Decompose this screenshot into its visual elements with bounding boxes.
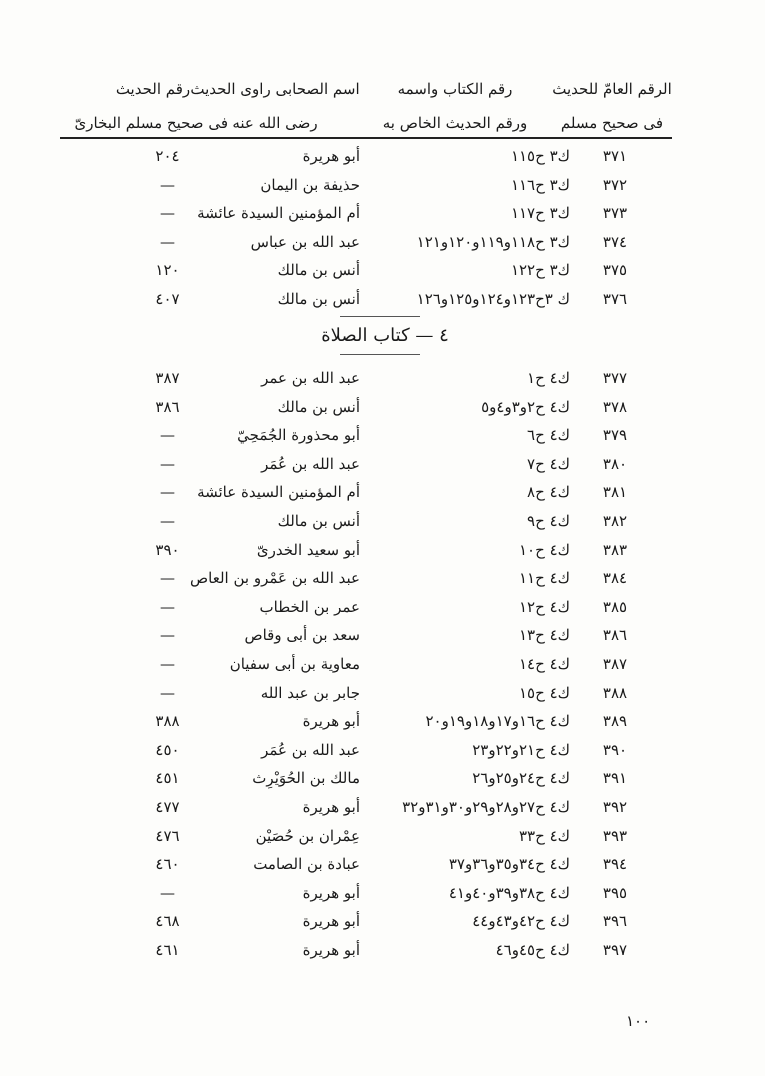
table-row bbox=[0, 256, 765, 284]
bukhari-number: ١٢٠ bbox=[155, 261, 180, 280]
bukhari-number: — bbox=[160, 626, 175, 645]
bukhari-number: — bbox=[160, 204, 175, 223]
book-reference: ك٤ ح٤٢و٤٣و٤٤ bbox=[472, 912, 570, 931]
hadith-number: ٣٨٧ bbox=[602, 655, 628, 673]
bukhari-number: ٤٥١ bbox=[155, 769, 180, 788]
hadith-number: ٣٧١ bbox=[602, 147, 628, 165]
hadith-number: ٣٧٩ bbox=[602, 426, 628, 445]
bukhari-number: — bbox=[160, 512, 175, 530]
table-row bbox=[0, 822, 765, 850]
narrator-name: عبد الله بن عَمْرو بن العاص bbox=[190, 569, 360, 588]
hadith-number: ٣٨٣ bbox=[602, 540, 628, 559]
bukhari-number: — bbox=[160, 883, 175, 902]
bukhari-number: ٣٨٦ bbox=[155, 397, 180, 416]
narrator-name: معاوية بن أبى سفيان bbox=[229, 655, 360, 673]
narrator-name: أبو هريرة bbox=[302, 712, 360, 731]
hadith-number: ٣٩٧ bbox=[602, 941, 628, 959]
bukhari-number: ٣٨٨ bbox=[155, 712, 180, 731]
bukhari-number: — bbox=[160, 683, 175, 702]
table-row bbox=[0, 593, 765, 621]
hadith-number: ٣٩٠ bbox=[602, 740, 628, 759]
book-reference: ك٤ ح٤٥و٤٦ bbox=[495, 941, 570, 959]
book-reference: ك٤ ح٧ bbox=[527, 454, 570, 473]
book-reference: ك٤ ح١١ bbox=[518, 569, 570, 588]
book-reference: ك٤ ح٣٣ bbox=[518, 826, 570, 845]
table-row bbox=[0, 621, 765, 649]
table-row bbox=[0, 736, 765, 764]
table-row bbox=[0, 907, 765, 935]
bukhari-number: ٢٠٤ bbox=[155, 147, 180, 165]
header-text: فى صحيح مسلم bbox=[560, 114, 664, 132]
section-title: ٤ — كتاب الصلاة bbox=[321, 325, 449, 346]
header-col-book bbox=[360, 72, 550, 140]
narrator-name: عبد الله بن عُمَر bbox=[261, 740, 360, 759]
header-col-bukhari bbox=[74, 72, 228, 140]
bukhari-number: ٤٦٨ bbox=[155, 912, 180, 931]
bukhari-number: — bbox=[160, 655, 175, 673]
narrator-name: أبو هريرة bbox=[302, 883, 360, 902]
narrator-name: أنس بن مالك bbox=[277, 512, 360, 530]
bukhari-number: ٤٧٦ bbox=[155, 826, 180, 845]
book-reference: ك٤ ح١٤ bbox=[518, 655, 570, 673]
bukhari-number: — bbox=[160, 175, 175, 194]
narrator-name: أبو محذورة الجُمَحِيّ bbox=[237, 426, 360, 445]
book-reference: ك٤ ح٣٤و٣٥و٣٦و٣٧ bbox=[448, 855, 570, 874]
narrator-name: عبد الله بن عُمَر bbox=[261, 454, 360, 473]
table-row bbox=[0, 421, 765, 449]
bukhari-number: ٣٨٧ bbox=[155, 369, 180, 387]
hadith-number: ٣٩٦ bbox=[602, 912, 628, 931]
bukhari-number: — bbox=[160, 232, 175, 251]
header-text: رضى الله عنه bbox=[232, 114, 318, 132]
table-row bbox=[0, 564, 765, 592]
header-divider bbox=[60, 137, 672, 139]
header-text: الرقم العامّ للحديث bbox=[552, 80, 672, 98]
table-row bbox=[0, 536, 765, 564]
table-row bbox=[0, 764, 765, 792]
narrator-name: أبو هريرة bbox=[302, 912, 360, 931]
bukhari-number: ٤٠٧ bbox=[155, 290, 180, 308]
header-text: اسم الصحابى راوى الحديث bbox=[190, 80, 360, 98]
hadith-number: ٣٩٥ bbox=[602, 883, 628, 902]
hadith-number: ٣٨٦ bbox=[602, 626, 628, 645]
narrator-name: جابر بن عبد الله bbox=[260, 683, 360, 702]
table-row bbox=[0, 793, 765, 821]
book-reference: ك٤ ح١٢ bbox=[518, 597, 570, 616]
hadith-number: ٣٩٤ bbox=[602, 855, 628, 874]
table-row bbox=[0, 199, 765, 227]
table-row bbox=[0, 142, 765, 170]
book-reference: ك٤ ح٢٤و٢٥و٢٦ bbox=[472, 769, 570, 788]
book-reference: ك٤ ح٨ bbox=[527, 483, 570, 502]
hadith-number: ٣٨١ bbox=[602, 483, 628, 502]
table-row bbox=[0, 364, 765, 392]
book-reference: ك٣ ح١١٨و١١٩و١٢٠و١٢١ bbox=[416, 232, 570, 251]
book-reference: ك٤ ح١٥ bbox=[518, 683, 570, 702]
narrator-name: عبادة بن الصامت bbox=[253, 855, 360, 874]
narrator-name: أنس بن مالك bbox=[277, 397, 360, 416]
hadith-number: ٣٨٠ bbox=[602, 454, 628, 473]
table-row bbox=[0, 450, 765, 478]
page-number: ١٠٠ bbox=[626, 1012, 651, 1030]
narrator-name: أم المؤمنين السيدة عائشة bbox=[197, 483, 360, 502]
book-reference: ك٤ ح٩ bbox=[527, 512, 570, 530]
book-reference: ك٤ ح١٠ bbox=[518, 540, 570, 559]
table-row bbox=[0, 228, 765, 256]
narrator-name: أبو هريرة bbox=[302, 941, 360, 959]
bukhari-number: — bbox=[160, 454, 175, 473]
hadith-number: ٣٩٢ bbox=[602, 798, 628, 816]
narrator-name: أبو سعيد الخدرىّ bbox=[256, 540, 360, 559]
bukhari-number: — bbox=[160, 426, 175, 445]
table-row bbox=[0, 393, 765, 421]
hadith-number: ٣٧٦ bbox=[602, 290, 628, 308]
hadith-number: ٣٧٨ bbox=[602, 397, 628, 416]
narrator-name: أم المؤمنين السيدة عائشة bbox=[197, 204, 360, 223]
hadith-number: ٣٧٣ bbox=[602, 204, 628, 223]
bukhari-number: ٤٧٧ bbox=[155, 798, 180, 816]
book-reference: ك٣ ح١١٥ bbox=[510, 147, 570, 165]
table-row bbox=[0, 650, 765, 678]
table-row bbox=[0, 879, 765, 907]
bukhari-number: — bbox=[160, 483, 175, 502]
narrator-name: حذيفة بن اليمان bbox=[260, 175, 360, 194]
header-text: ورقم الحديث الخاص به bbox=[382, 114, 528, 132]
book-reference: ك٤ ح١٦و١٧و١٨و١٩و٢٠ bbox=[425, 712, 570, 731]
narrator-name: عمر بن الخطاب bbox=[259, 597, 360, 616]
hadith-number: ٣٨٤ bbox=[602, 569, 628, 588]
book-reference: ك ٣ح١٢٣و١٢٤و١٢٥و١٢٦ bbox=[416, 290, 570, 308]
bukhari-number: ٤٦١ bbox=[155, 941, 180, 959]
narrator-name: عبد الله بن عمر bbox=[261, 369, 360, 387]
book-reference: ك٤ ح٢٧و٢٨و٢٩و٣٠و٣١و٣٢ bbox=[402, 798, 570, 816]
book-reference: ك٤ ح١ bbox=[527, 369, 570, 387]
bukhari-number: ٤٥٠ bbox=[155, 740, 180, 759]
bukhari-number: ٤٦٠ bbox=[155, 855, 180, 874]
hadith-number: ٣٧٢ bbox=[602, 175, 628, 194]
table-row bbox=[0, 707, 765, 735]
table-row bbox=[0, 936, 765, 964]
hadith-number: ٣٧٧ bbox=[602, 369, 628, 387]
table-row bbox=[0, 679, 765, 707]
bukhari-number: — bbox=[160, 597, 175, 616]
book-reference: ك٤ ح٦ bbox=[527, 426, 570, 445]
hadith-number: ٣٨٢ bbox=[602, 512, 628, 530]
book-reference: ك٣ ح١٢٢ bbox=[510, 261, 570, 280]
book-reference: ك٤ ح٣٨و٣٩و٤٠و٤١ bbox=[448, 883, 570, 902]
table-row bbox=[0, 285, 765, 313]
header-text: رقم الكتاب واسمه bbox=[397, 80, 513, 98]
book-reference: ك٤ ح١٣ bbox=[518, 626, 570, 645]
book-reference: ك٤ ح٢١و٢٢و٢٣ bbox=[472, 740, 570, 759]
section-rule-top bbox=[340, 316, 420, 317]
narrator-name: سعد بن أبى وقاص bbox=[244, 626, 360, 645]
header-col-number bbox=[547, 72, 677, 140]
section-rule-bottom bbox=[340, 354, 420, 355]
hadith-number: ٣٨٥ bbox=[602, 597, 628, 616]
narrator-name: أبو هريرة bbox=[302, 147, 360, 165]
book-reference: ك٣ ح١١٦ bbox=[510, 175, 570, 194]
table-row bbox=[0, 171, 765, 199]
bukhari-number: ٣٩٠ bbox=[155, 540, 180, 559]
narrator-name: عبد الله بن عباس bbox=[250, 232, 360, 251]
header-text: رقم الحديث bbox=[115, 80, 191, 98]
bukhari-number: — bbox=[160, 569, 175, 588]
hadith-number: ٣٨٨ bbox=[602, 683, 628, 702]
narrator-name: أبو هريرة bbox=[302, 798, 360, 816]
hadith-number: ٣٩١ bbox=[602, 769, 628, 788]
narrator-name: عِمْران بن حُصَيْن bbox=[255, 826, 360, 845]
narrator-name: أنس بن مالك bbox=[277, 290, 360, 308]
hadith-number: ٣٧٥ bbox=[602, 261, 628, 280]
narrator-name: أنس بن مالك bbox=[277, 261, 360, 280]
table-row bbox=[0, 850, 765, 878]
table-row bbox=[0, 478, 765, 506]
hadith-number: ٣٧٤ bbox=[602, 232, 628, 251]
table-row bbox=[0, 507, 765, 535]
header-text: فى صحيح مسلم البخارىّ bbox=[74, 114, 228, 132]
hadith-number: ٣٩٣ bbox=[602, 826, 628, 845]
narrator-name: مالك بن الحُوَيْرِث bbox=[252, 769, 360, 788]
book-reference: ك٤ ح٢و٣و٤و٥ bbox=[481, 397, 570, 416]
hadith-number: ٣٨٩ bbox=[602, 712, 628, 731]
book-reference: ك٣ ح١١٧ bbox=[510, 204, 570, 223]
